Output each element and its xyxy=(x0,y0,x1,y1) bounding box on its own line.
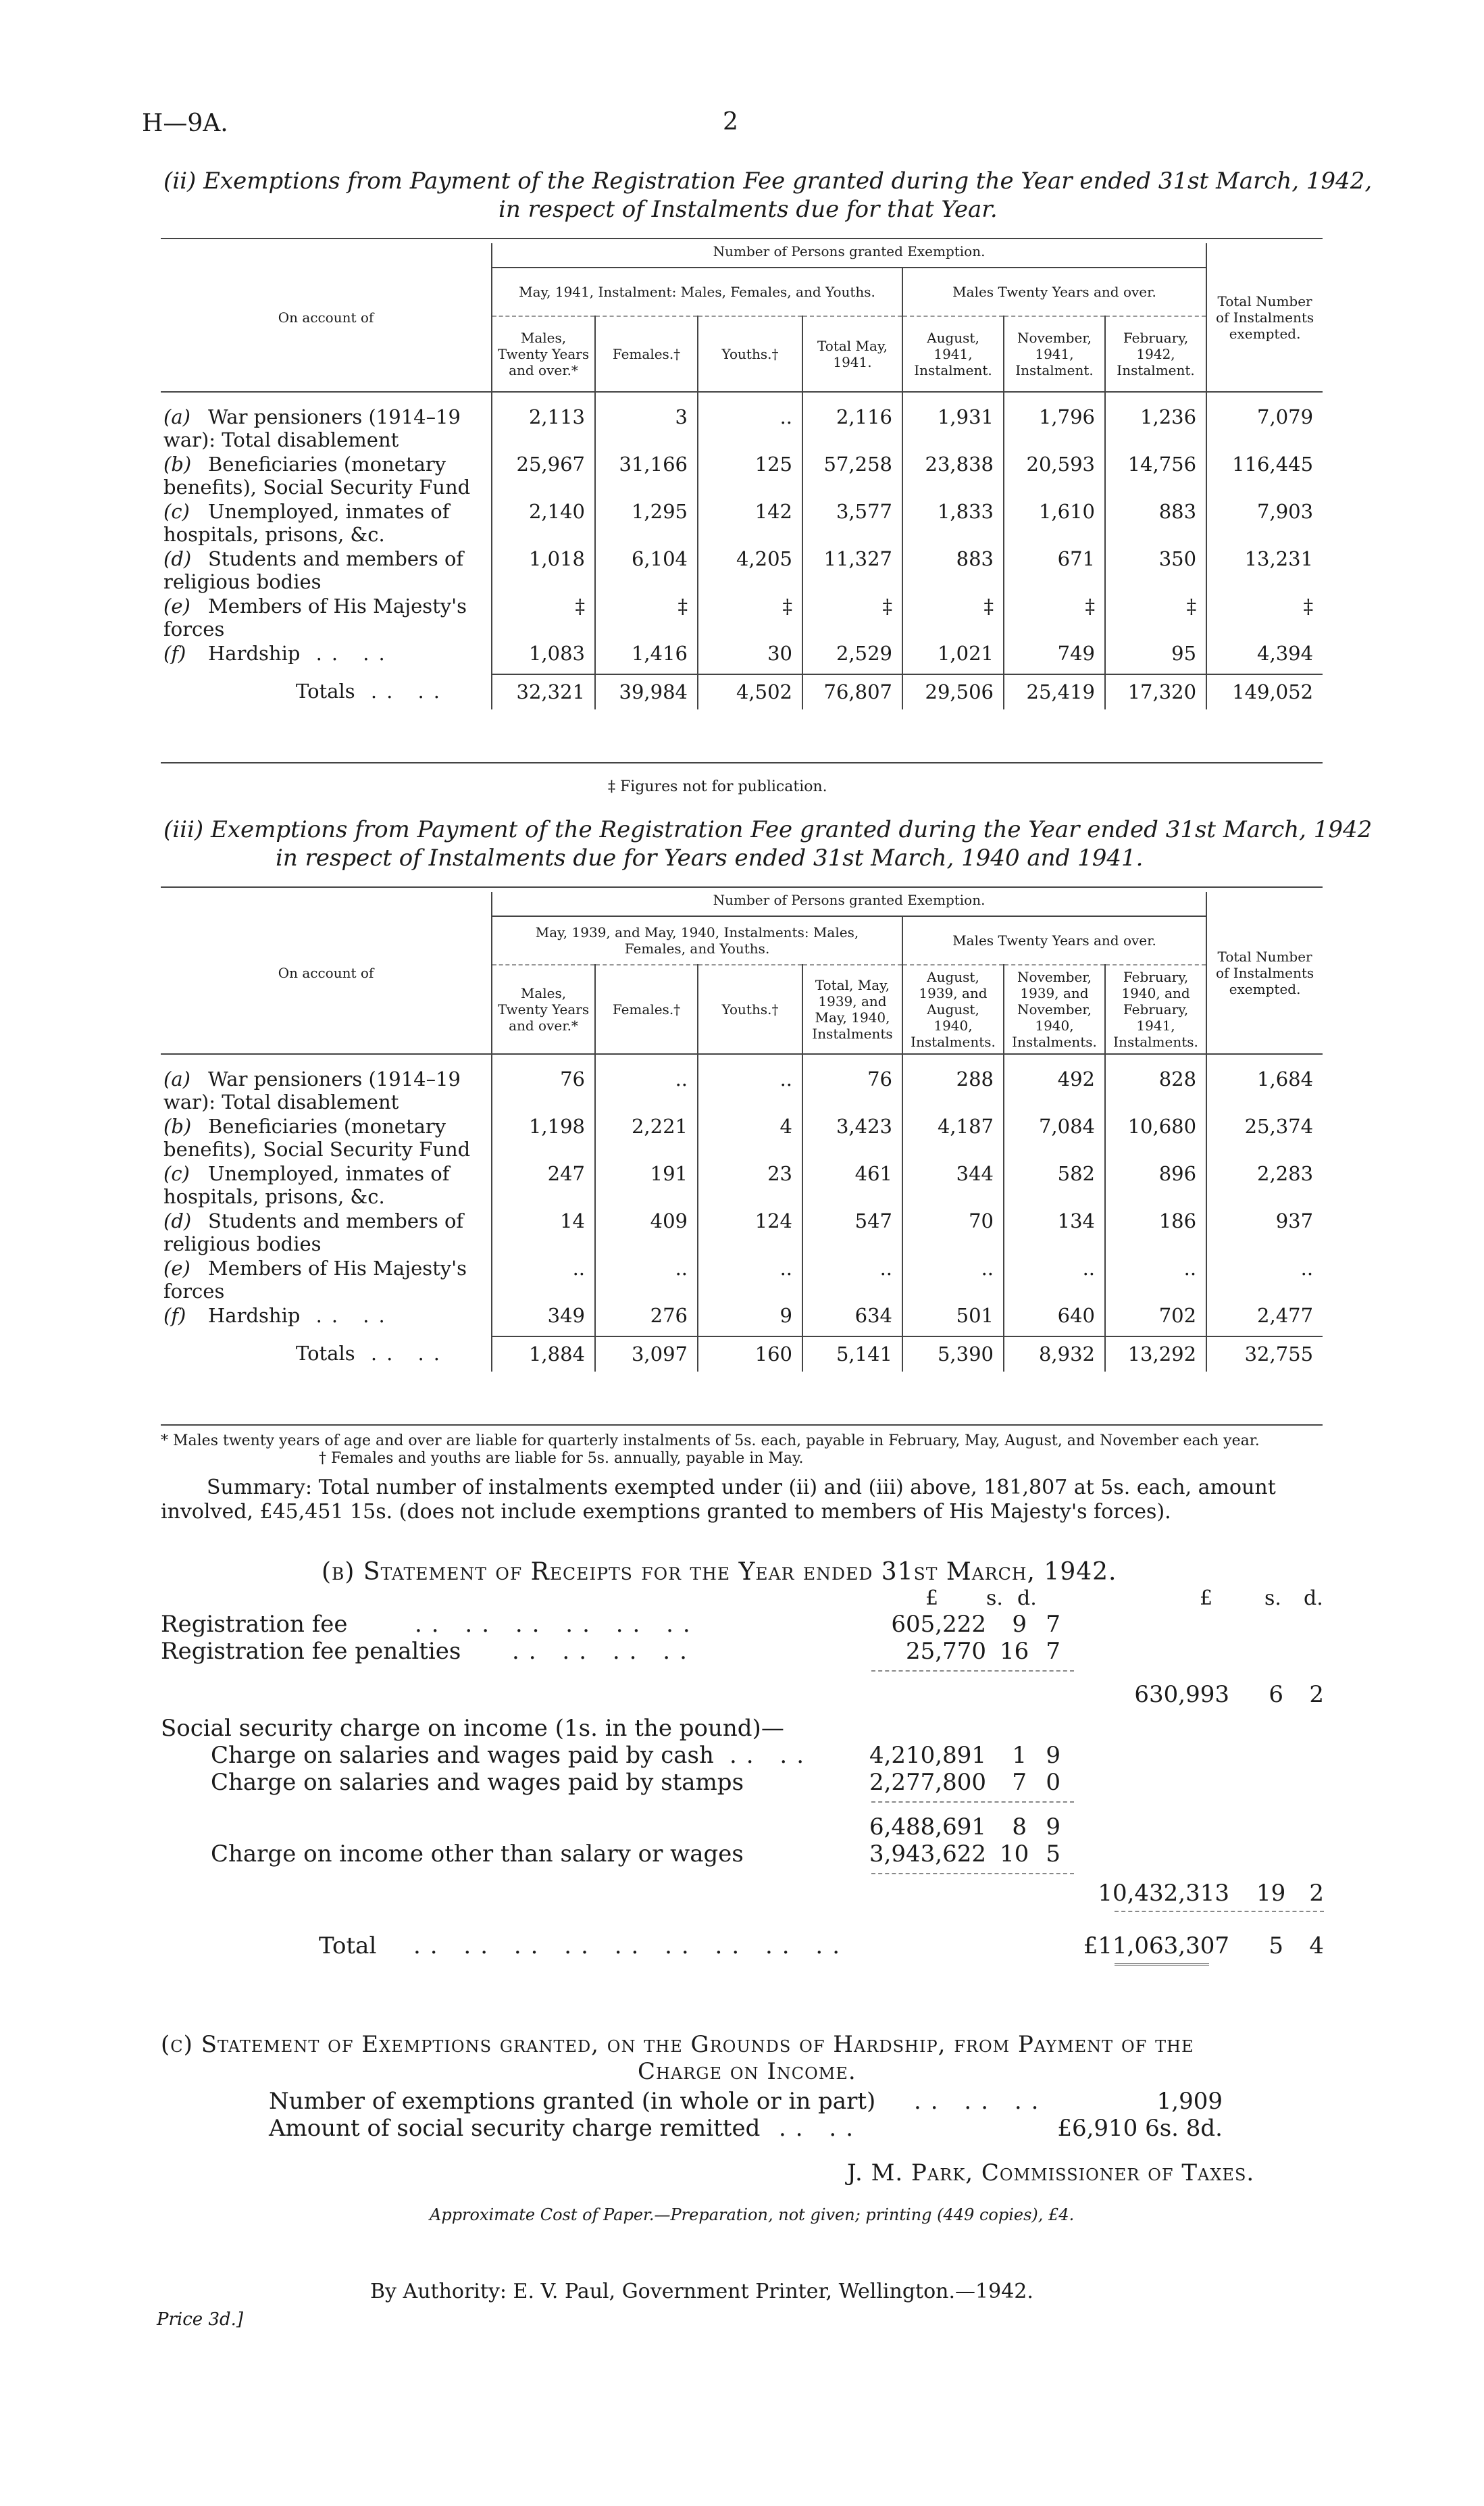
receipts-total-value: 5 xyxy=(1269,1932,1283,1959)
receipts-title: (b) Statement of Receipts for the Year ended 31st March, 1942. xyxy=(322,1558,1117,1586)
sec3-col-on-account: On account of xyxy=(278,964,374,981)
receipt-value: 3,943,622 xyxy=(869,1840,986,1868)
receipt-value: 2,277,800 xyxy=(869,1769,986,1796)
receipt-value: 9 xyxy=(1046,1742,1060,1769)
subtotal-value: 10,432,313 xyxy=(1098,1880,1229,1907)
footnote-males: * Males twenty years of age and over are liable for quarterly instalments of 5s. each, payable in February, May, August, and November each year. xyxy=(161,1432,1260,1449)
table-row: (c) Unemployed, inmates of hospitals, prisons, &c. 247 191 23 461 344 582 896 2,283 xyxy=(161,1162,1323,1209)
sec2-col-august: August, 1941, Instalment. xyxy=(902,316,1004,392)
hardship-subtitle: Charge on Income. xyxy=(638,2058,856,2085)
sec2-col-november: November, 1941, Instalment. xyxy=(1004,316,1105,392)
table-row: (f) Hardship .. .. 1,083 1,416 30 2,529 1,021 749 95 4,394 xyxy=(161,642,1323,674)
subtotal-value: 2 xyxy=(1309,1681,1324,1708)
hardship-value: £6,910 6s. 8d. xyxy=(1057,2115,1223,2142)
subtotal-value: 6 xyxy=(1269,1681,1283,1708)
hardship-title: (c) Statement of Exemptions granted, on the Grounds of Hardship, from Payment of the xyxy=(161,2031,1194,2058)
hardship-line: Amount of social security charge remitted .. .. xyxy=(269,2115,863,2142)
receipt-line: Charge on income other than salary or wages xyxy=(211,1840,744,1868)
sec3-col-sub-b: Males Twenty Years and over. xyxy=(902,916,1206,965)
receipt-line: Charge on salaries and wages paid by stamps xyxy=(211,1769,744,1796)
sec3-subtitle: in respect of Instalments due for Years ended 31st March, 1940 and 1941. xyxy=(276,845,1144,872)
sec2-subtitle: in respect of Instalments due for that Year. xyxy=(498,196,998,223)
receipt-value: 16 xyxy=(1000,1638,1029,1665)
sec3-col-sub-a: May, 1939, and May, 1940, Instalments: Males, Females, and Youths. xyxy=(492,916,902,965)
table-row: (d) Students and members of religious bodies 14 409 124 547 70 134 186 937 xyxy=(161,1209,1323,1257)
receipts-total-label: Total .. .. .. .. .. .. .. .. .. xyxy=(319,1932,849,1959)
totals-row: Totals .. .. 32,321 39,984 4,502 76,807 29,506 25,419 17,320 149,052 xyxy=(161,674,1323,709)
subtotal-value: 2 xyxy=(1309,1880,1324,1907)
receipt-value: 7 xyxy=(1046,1611,1060,1638)
sec3-col-females: Females.† xyxy=(595,965,698,1054)
sec3-col-group: Number of Persons granted Exemption. xyxy=(492,892,1206,916)
receipt-value: 5 xyxy=(1046,1840,1060,1868)
price: Price 3d.] xyxy=(157,2309,244,2330)
subtotal-value: 630,993 xyxy=(1134,1681,1229,1708)
sec3-col-total-may: Total, May, 1939, and May, 1940, Instalments xyxy=(802,965,902,1054)
receipt-value: 4,210,891 xyxy=(869,1742,986,1769)
receipt-value: 1 xyxy=(1012,1742,1027,1769)
table-row: (b) Beneficiaries (monetary benefits), Social Security Fund 1,198 2,221 4 3,423 4,187 7,084 10,680 25,374 xyxy=(161,1115,1323,1162)
sec2-col-males: Males, Twenty Years and over.* xyxy=(492,316,595,392)
sec2-col-youths: Youths.† xyxy=(698,316,802,392)
sec3-col-august: August, 1939, and August, 1940, Instalments. xyxy=(902,965,1004,1054)
receipt-value: 6,488,691 xyxy=(869,1813,986,1840)
sec2-col-sub-a: May, 1941, Instalment: Males, Females, and Youths. xyxy=(492,268,902,316)
receipt-value: 10 xyxy=(1000,1840,1029,1868)
sec2-col-february: February, 1942, Instalment. xyxy=(1105,316,1206,392)
authority: By Authority: E. V. Paul, Government Printer, Wellington.—1942. xyxy=(370,2280,1033,2303)
sec2-col-sub-b: Males Twenty Years and over. xyxy=(902,268,1206,316)
sec2-col-females: Females.† xyxy=(595,316,698,392)
sec2-col-total: Total Number of Instalments exempted. xyxy=(1206,243,1323,392)
sec3-col-total: Total Number of Instalments exempted. xyxy=(1206,892,1323,1054)
sec3-table xyxy=(161,892,1323,1372)
sec2-table xyxy=(161,243,1323,709)
receipt-value: 7 xyxy=(1046,1638,1060,1665)
receipt-line: Charge on salaries and wages paid by cash .. .. xyxy=(211,1742,814,1769)
receipt-value: 0 xyxy=(1046,1769,1060,1796)
table-row: (b) Beneficiaries (monetary benefits), Social Security Fund 25,967 31,166 125 57,258 23,838 20,593 14,756 116,445 xyxy=(161,453,1323,500)
sec2-col-group: Number of Persons granted Exemption. xyxy=(492,243,1206,268)
receipt-value: 9 xyxy=(1012,1611,1027,1638)
summary: Summary: Total number of instalments exempted under (ii) and (iii) above, 181,807 at 5s. each, amount involved, £45,451 15s. (does not include exemptions granted to members of His Majesty's forces). xyxy=(161,1476,1276,1524)
table-row: (a) War pensioners (1914–19 war): Total disablement 2,113 3 .. 2,116 1,931 1,796 1,236 7,079 xyxy=(161,405,1323,453)
sec3-col-males: Males, Twenty Years and over.* xyxy=(492,965,595,1054)
sec2-title: (ii) Exemptions from Payment of the Registration Fee granted during the Year ended 31st March, 1942, xyxy=(163,168,1373,195)
sec3-col-february: February, 1940, and February, 1941, Instalments. xyxy=(1105,965,1206,1054)
sec3-col-youths: Youths.† xyxy=(698,965,802,1054)
sec2-col-on-account: On account of xyxy=(278,309,374,326)
receipt-value: 7 xyxy=(1012,1769,1027,1796)
table-row: (e) Members of His Majesty's forces .. .. .. .. .. .. .. .. xyxy=(161,1257,1323,1304)
receipt-line: Registration fee .. .. .. .. .. .. xyxy=(161,1611,700,1638)
sec3-col-november: November, 1939, and November, 1940, Instalments. xyxy=(1004,965,1105,1054)
sec2-footnote: ‡ Figures not for publication. xyxy=(608,778,827,795)
totals-row: Totals .. .. 1,884 3,097 160 5,141 5,390 8,932 13,292 32,755 xyxy=(161,1336,1323,1372)
hardship-line: Number of exemptions granted (in whole or in part) .. .. .. xyxy=(269,2088,1048,2115)
page-number: 2 xyxy=(723,108,738,136)
footnote-females: † Females and youths are liable for 5s. annually, payable in May. xyxy=(319,1450,804,1467)
sec2-col-total-may: Total May, 1941. xyxy=(802,316,902,392)
receipts-total-value: 4 xyxy=(1309,1932,1324,1959)
sec3-title: (iii) Exemptions from Payment of the Registration Fee granted during the Year ended 31st March, 1942 xyxy=(163,816,1373,843)
receipt-value: 25,770 xyxy=(906,1638,986,1665)
receipt-line: Registration fee penalties .. .. .. .. xyxy=(161,1638,696,1665)
page-ref: H—9A. xyxy=(142,109,228,137)
table-row: (d) Students and members of religious bodies 1,018 6,104 4,205 11,327 883 671 350 13,231 xyxy=(161,547,1323,595)
table-row: (e) Members of His Majesty's forces ‡ ‡ ‡ ‡ ‡ ‡ ‡ ‡ xyxy=(161,595,1323,642)
table-row: (f) Hardship .. .. 349 276 9 634 501 640 702 2,477 xyxy=(161,1304,1323,1336)
subtotal-value: 19 xyxy=(1256,1880,1286,1907)
receipt-value: 9 xyxy=(1046,1813,1060,1840)
signature: J. M. Park, Commissioner of Taxes. xyxy=(847,2159,1255,2186)
receipt-value: 8 xyxy=(1012,1813,1027,1840)
table-row: (c) Unemployed, inmates of hospitals, prisons, &c. 2,140 1,295 142 3,577 1,833 1,610 883 7,903 xyxy=(161,500,1323,547)
ssc-heading: Social security charge on income (1s. in the pound)— xyxy=(161,1715,784,1742)
hardship-value: 1,909 xyxy=(1156,2088,1223,2115)
table-row: (a) War pensioners (1914–19 war): Total disablement 76 .. .. 76 288 492 828 1,684 xyxy=(161,1068,1323,1115)
receipt-value: 605,222 xyxy=(891,1611,986,1638)
cost-note: Approximate Cost of Paper.—Preparation, not given; printing (449 copies), £4. xyxy=(430,2205,1075,2224)
receipts-total-value: £11,063,307 xyxy=(1083,1932,1229,1959)
